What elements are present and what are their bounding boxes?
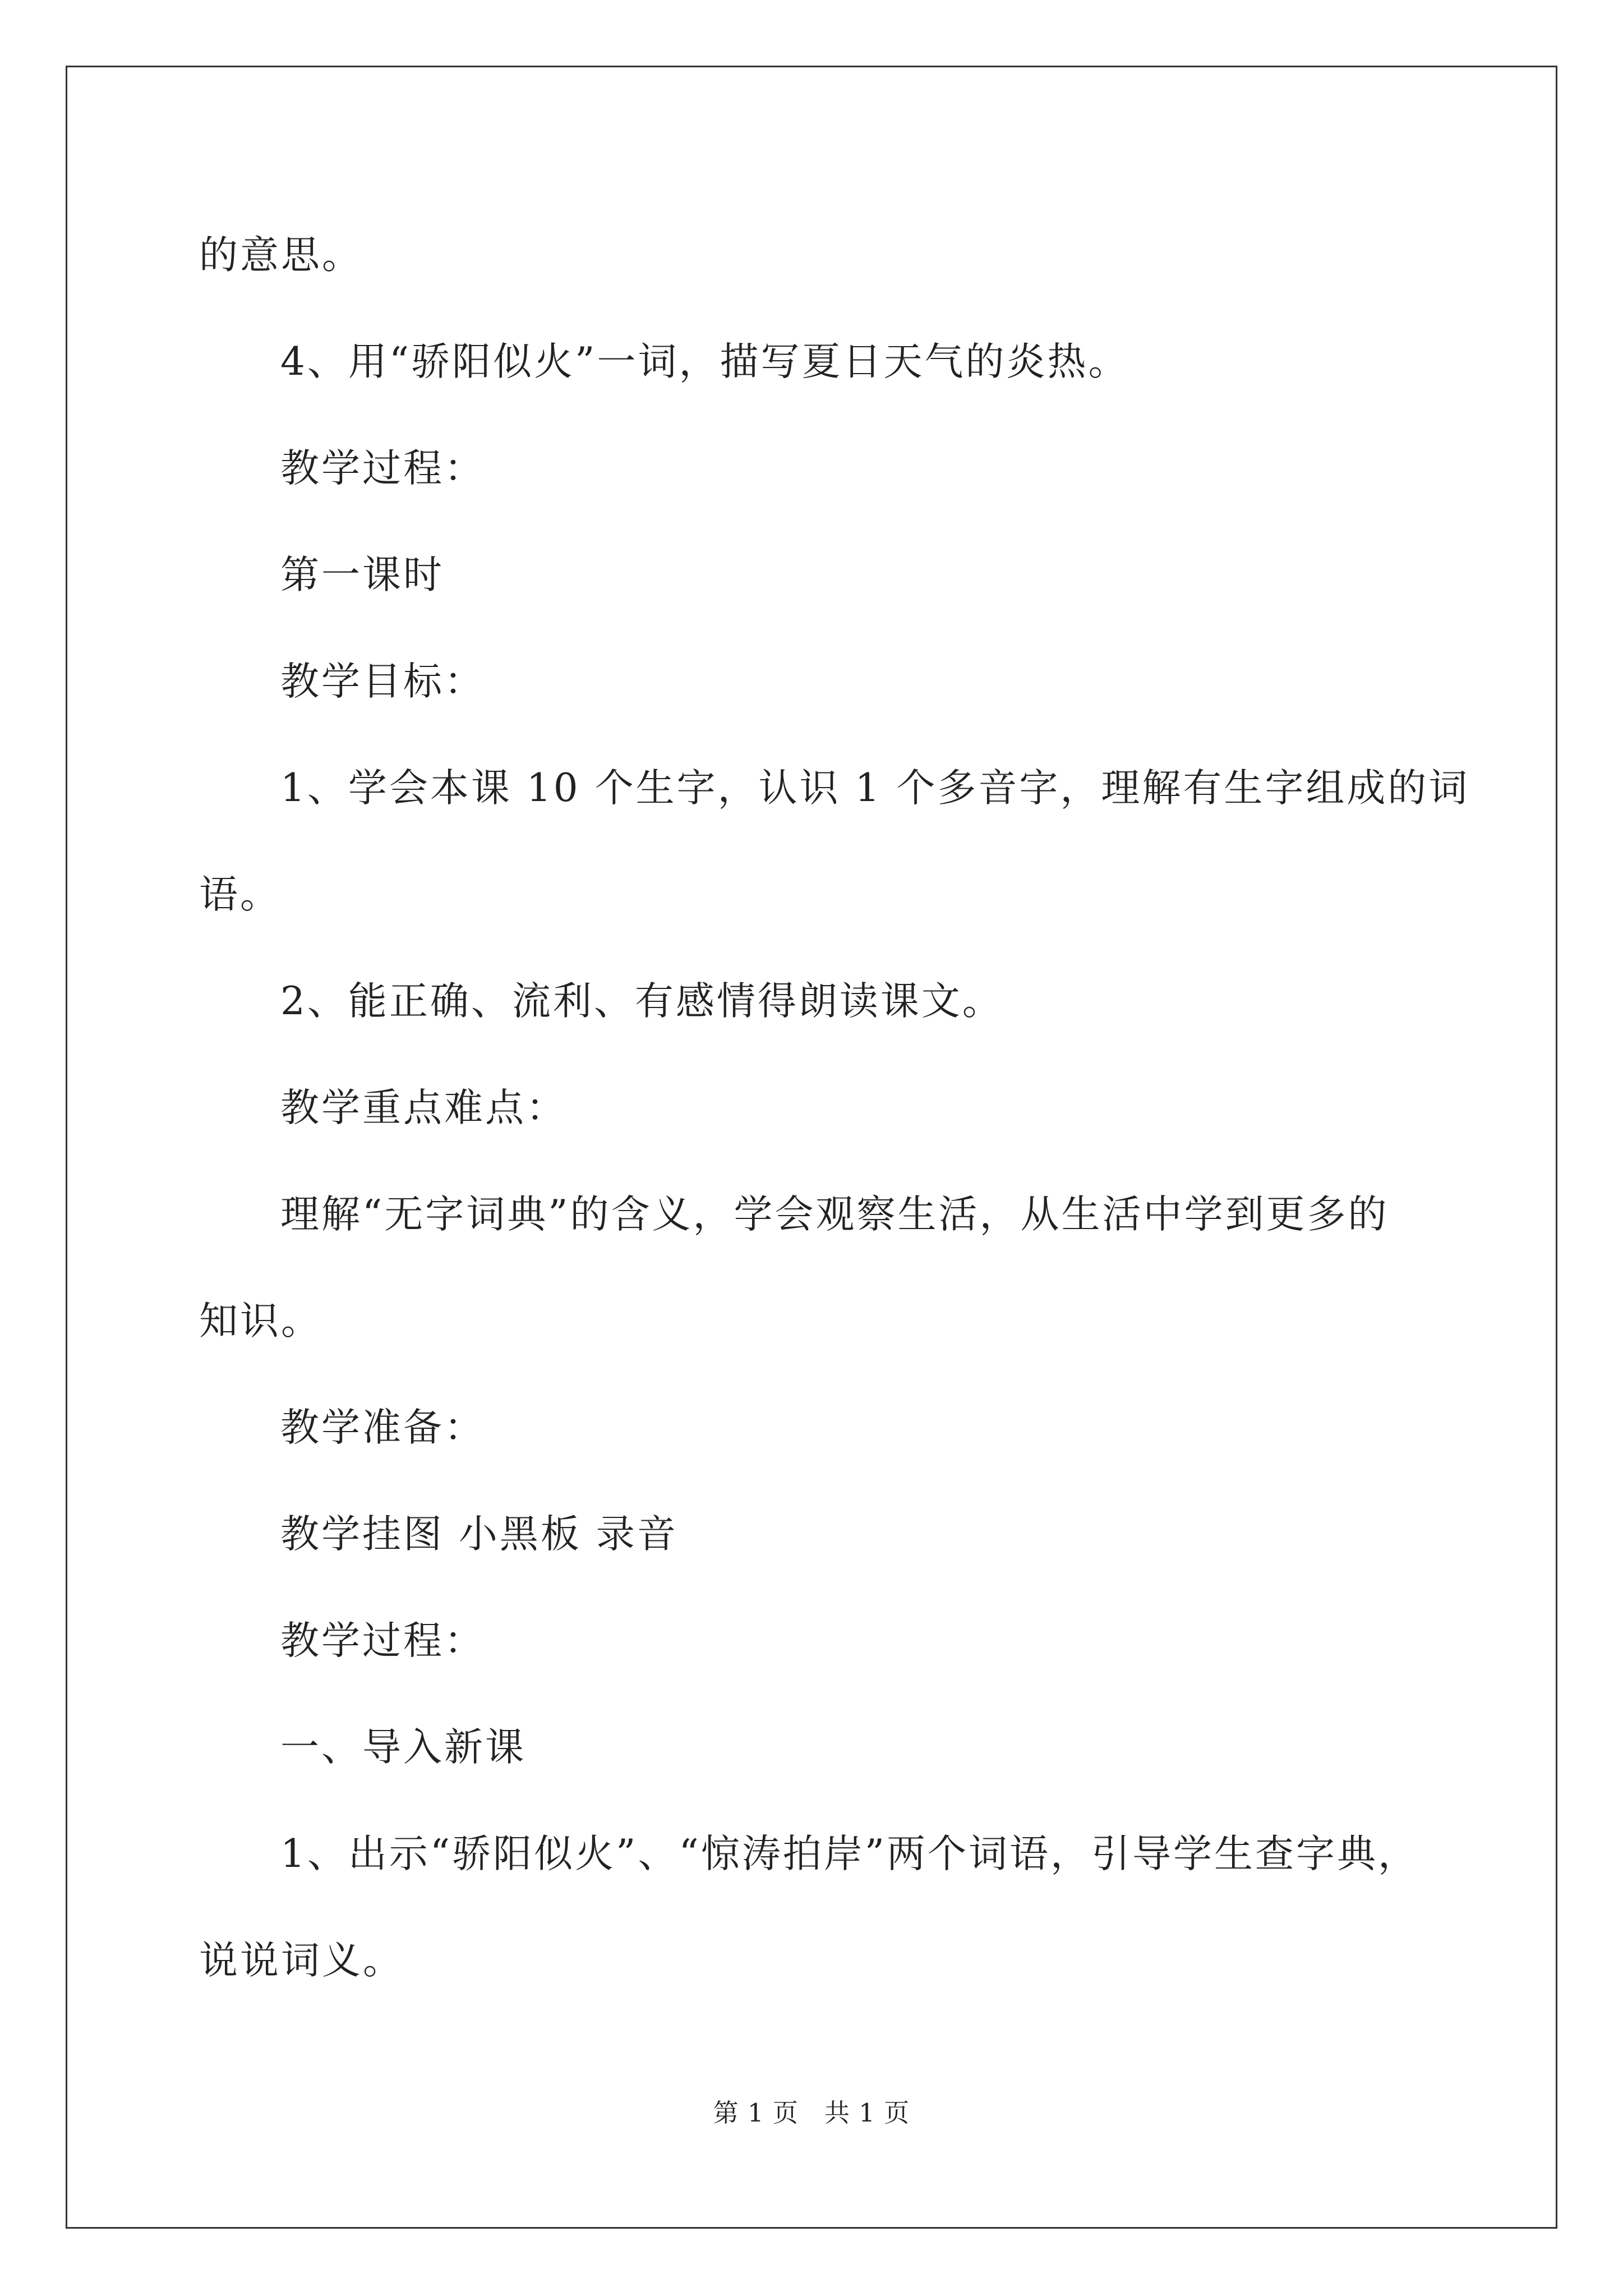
text-line: 理解“无字词典”的含义，学会观察生活，从生活中学到更多的 <box>280 1192 1389 1237</box>
text-line: 1、出示“骄阳似火”、“惊涛拍岸”两个词语，引导学生查字典， <box>280 1832 1419 1876</box>
section-heading: 教学目标： <box>280 659 485 704</box>
document-body <box>199 202 1470 2014</box>
text-line: 知识。 <box>199 1299 322 1343</box>
section-heading: 第一课时 <box>280 553 444 597</box>
text-line: 2、能正确、流利、有感情得朗读课文。 <box>280 979 1003 1024</box>
text-line: 4、用“骄阳似火”一词，描写夏日天气的炎热。 <box>280 339 1129 384</box>
page-number: 第 1 页 共 1 页 <box>713 2098 910 2128</box>
section-heading: 教学重点难点： <box>280 1085 567 1130</box>
text-line: 语。 <box>199 872 281 917</box>
text-line: 1、学会本课 10 个生字，认识 1 个多音字，理解有生字组成的词 <box>280 766 1470 811</box>
section-heading: 教学准备： <box>280 1405 485 1450</box>
section-heading: 教学过程： <box>280 1618 485 1663</box>
text-line: 的意思。 <box>199 233 363 278</box>
section-heading: 教学过程： <box>280 446 485 491</box>
text-line: 教学挂图 小黑板 录音 <box>280 1512 678 1557</box>
text-line: 说说词义。 <box>199 1938 404 1983</box>
section-heading: 一、导入新课 <box>280 1725 526 1770</box>
